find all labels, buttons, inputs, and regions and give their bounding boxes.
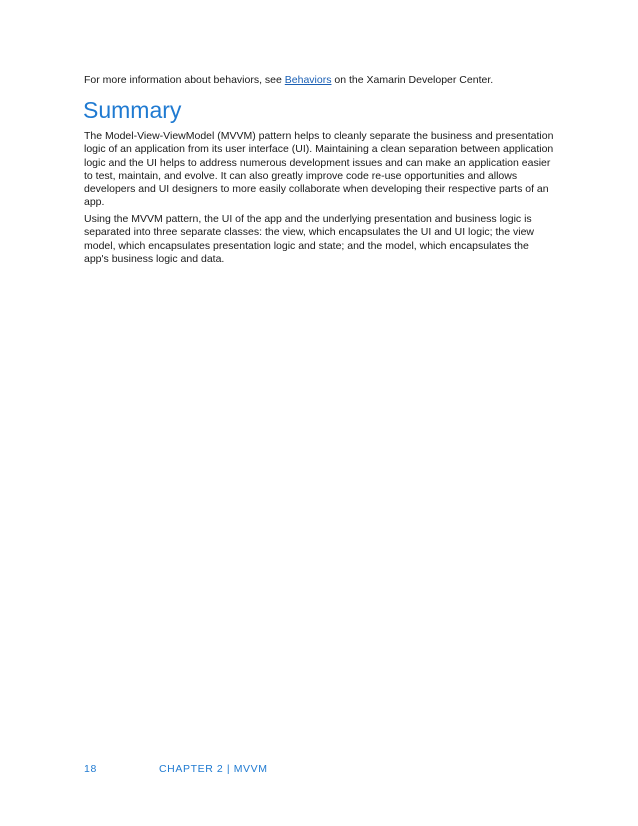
intro-paragraph [84,73,564,87]
chapter-label: CHAPTER 2 | MVVM [159,763,268,775]
section-heading: Summary [83,97,182,123]
page-number: 18 [84,763,97,775]
summary-paragraph-2: Using the MVVM pattern, the UI of the app and the underlying presentation and business logic is separated into three separate classes: the view, which encapsulates the UI and UI logic; the view model, which encapsulates presentation logic and state; and the model, which encapsulates the app's business logic and data. [84,213,535,265]
intro-text-after: on the Xamarin Developer Center. [331,74,494,86]
behaviors-link[interactable]: Behaviors [284,74,332,86]
summary-paragraph-1: The Model-View-ViewModel (MVVM) pattern helps to cleanly separate the business and presentation logic of an application from its user interface (UI). Maintaining a clean separation between application logic and the UI helps to address numerous development issues and can make an application easier to test, maintain, and evolve. It can also greatly improve code re-use opportunities and allows developers and UI designers to more easily collaborate when developing their respective parts of an app. [84,130,554,209]
intro-text-before: For more information about behaviors, see [84,74,285,86]
